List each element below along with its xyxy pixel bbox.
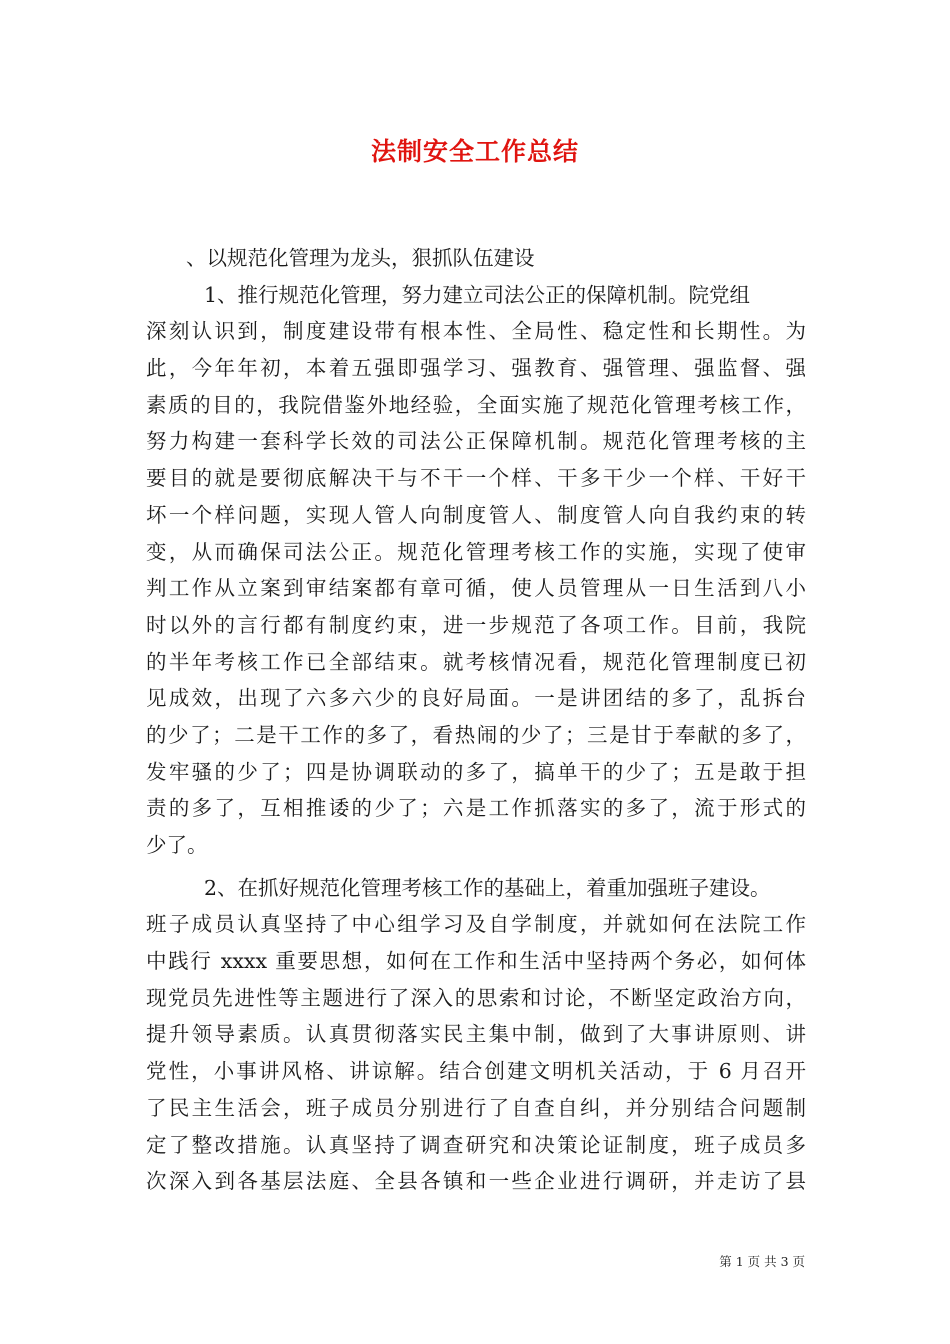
paragraph-line: 见成效，出现了六多六少的良好局面。一是讲团结的多了，乱拆台 — [146, 686, 806, 711]
paragraph-line: 少了。 — [146, 833, 208, 857]
paragraph-line: 努力构建一套科学长效的司法公正保障机制。规范化管理考核的主 — [146, 429, 806, 454]
paragraph-line: 的少了；二是干工作的多了，看热闹的少了；三是甘于奉献的多了， — [146, 722, 806, 747]
paragraph-line: 党性，小事讲风格、讲谅解。结合创建文明机关活动，于 6 月召开 — [146, 1059, 806, 1084]
paragraph-2 — [146, 870, 806, 1200]
paragraph-line: 变，从而确保司法公正。规范化管理考核工作的实施，实现了使审 — [146, 539, 806, 564]
paragraph-line: 发牢骚的少了；四是协调联动的多了，搞单干的少了；五是敢于担 — [146, 759, 806, 784]
paragraph-line: 定了整改措施。认真坚持了调查研究和决策论证制度，班子成员多 — [146, 1132, 806, 1157]
page-number: 第 1 页 共 3 页 — [719, 1254, 805, 1269]
paragraph-line: 责的多了，互相推诿的少了；六是工作抓落实的多了，流于形式的 — [146, 796, 806, 821]
paragraph-line: 深刻认识到，制度建设带有根本性、全局性、稳定性和长期性。为 — [146, 319, 806, 344]
paragraph-line: 素质的目的，我院借鉴外地经验，全面实施了规范化管理考核工作， — [146, 392, 806, 417]
paragraph-line: 要目的就是要彻底解决干与不干一个样、干多干少一个样、干好干 — [146, 466, 806, 491]
paragraph-line: 1、推行规范化管理，努力建立司法公正的保障机制。院党组 — [204, 282, 751, 307]
paragraph-line: 次深入到各基层法庭、全县各镇和一些企业进行调研，并走访了县 — [146, 1169, 806, 1194]
paragraph-line: 2、在抓好规范化管理考核工作的基础上，着重加强班子建设。 — [204, 875, 771, 900]
paragraph-line: 班子成员认真坚持了中心组学习及自学制度，并就如何在法院工作 — [146, 912, 806, 937]
paragraph-line: 判工作从立案到审结案都有章可循，使人员管理从一日生活到八小 — [146, 576, 806, 601]
paragraph-1 — [146, 277, 806, 864]
paragraph-line: 此，今年年初，本着五强即强学习、强教育、强管理、强监督、强 — [146, 356, 806, 381]
paragraph-line: 坏一个样问题，实现人管人向制度管人、制度管人向自我约束的转 — [146, 502, 806, 527]
paragraph-line: 现党员先进性等主题进行了深入的思索和讨论，不断坚定政治方向， — [146, 985, 806, 1010]
document-title: 法制安全工作总结 — [370, 137, 579, 166]
section-heading: 、以规范化管理为龙头，狠抓队伍建设 — [186, 246, 535, 270]
paragraph-line: 时以外的言行都有制度约束，进一步规范了各项工作。目前，我院 — [146, 612, 806, 637]
paragraph-line: 提升领导素质。认真贯彻落实民主集中制，做到了大事讲原则、讲 — [146, 1022, 806, 1047]
paragraph-line: 了民主生活会，班子成员分别进行了自查自纠，并分别结合问题制 — [146, 1095, 806, 1120]
paragraph-line: 的半年考核工作已全部结束。就考核情况看，规范化管理制度已初 — [146, 649, 806, 674]
document-body — [146, 240, 806, 1200]
paragraph-line: 中践行 xxxx 重要思想，如何在工作和生活中坚持两个务必，如何体 — [146, 949, 806, 974]
